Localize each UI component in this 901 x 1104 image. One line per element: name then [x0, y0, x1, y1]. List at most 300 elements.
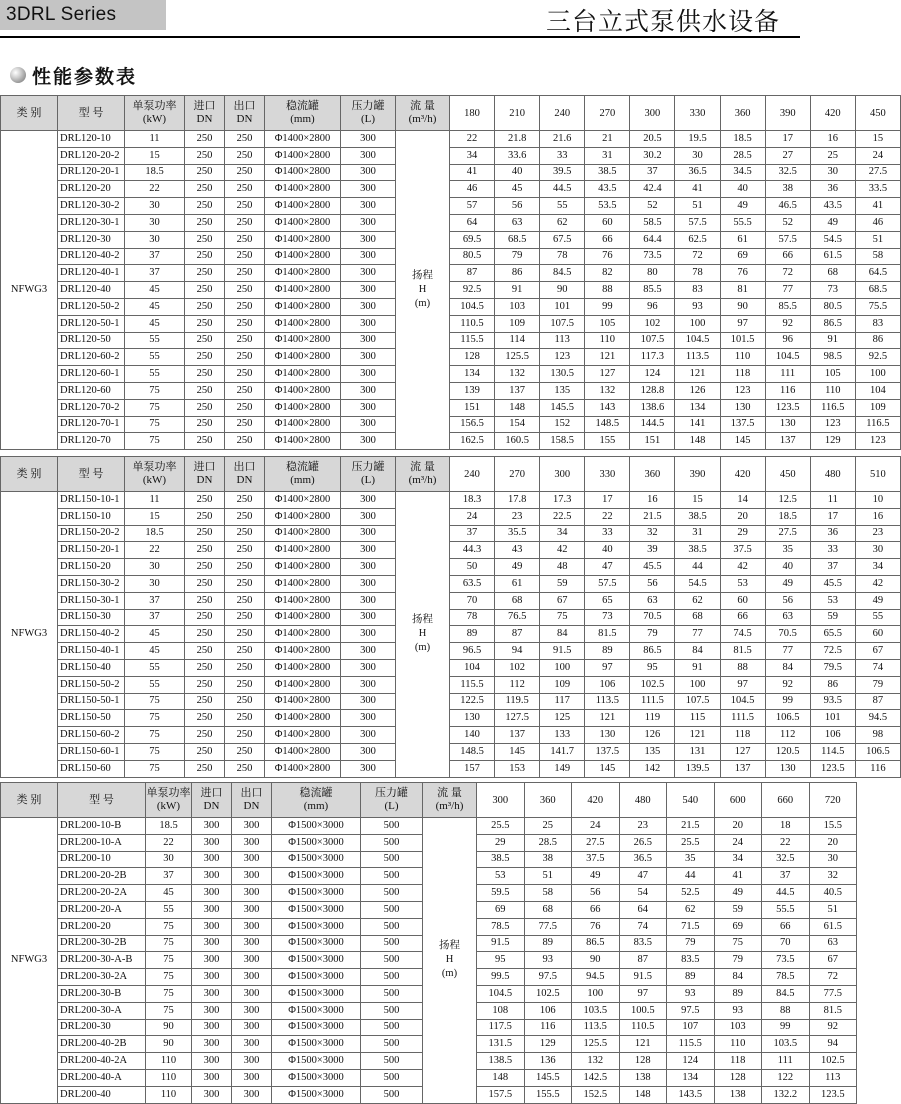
head-value-cell: 110	[810, 382, 855, 399]
table-row	[1, 181, 901, 198]
header-line: 流 量	[437, 787, 462, 799]
pressure-tank-cell: 500	[361, 935, 423, 952]
pressure-tank-cell: 300	[341, 399, 396, 416]
head-value-cell: 91	[495, 282, 540, 299]
stabilizer-tank-cell: Φ1500×3000	[272, 985, 361, 1002]
head-value-cell: 87	[450, 265, 495, 282]
head-value-cell: 75.5	[855, 298, 900, 315]
table-row	[1, 433, 901, 450]
flow-value-header: 420	[810, 96, 855, 131]
head-value-cell: 85.5	[765, 298, 810, 315]
head-value-cell: 28.5	[524, 834, 572, 851]
model-cell: DRL150-50-1	[58, 693, 125, 710]
pressure-tank-cell: 300	[341, 131, 396, 148]
head-value-cell: 63.5	[450, 575, 495, 592]
head-value-cell: 66	[572, 901, 620, 918]
model-cell: DRL200-20-2B	[58, 868, 146, 885]
outlet-cell: 250	[225, 592, 265, 609]
head-value-cell: 30.2	[630, 147, 675, 164]
inlet-cell: 250	[185, 743, 225, 760]
head-value-cell: 22	[585, 508, 630, 525]
head-value-cell: 25	[810, 147, 855, 164]
model-cell: DRL150-50	[58, 710, 125, 727]
head-value-cell: 92.5	[450, 282, 495, 299]
head-value-cell: 49	[720, 198, 765, 215]
head-value-cell: 138.6	[630, 399, 675, 416]
head-value-cell: 24	[572, 818, 620, 835]
head-value-cell: 72	[675, 248, 720, 265]
head-value-cell: 35.5	[495, 525, 540, 542]
pressure-tank-cell: 500	[361, 1069, 423, 1086]
head-value-cell: 148	[495, 399, 540, 416]
head-value-cell: 38.5	[675, 542, 720, 559]
stabilizer-tank-cell: Φ1400×2800	[265, 609, 341, 626]
model-cell: DRL120-40	[58, 282, 125, 299]
head-value-cell: 40	[720, 181, 765, 198]
head-value-cell: 87	[495, 626, 540, 643]
head-value-cell: 84	[765, 659, 810, 676]
head-value-cell: 55	[855, 609, 900, 626]
head-value-cell: 20	[720, 508, 765, 525]
head-value-cell: 86	[810, 676, 855, 693]
head-value-cell: 128	[450, 349, 495, 366]
stabilizer-tank-cell: Φ1400×2800	[265, 248, 341, 265]
stabilizer-tank-cell: Φ1500×3000	[272, 1036, 361, 1053]
inlet-cell: 300	[192, 935, 232, 952]
head-value-cell: 110	[585, 332, 630, 349]
head-value-cell: 101	[810, 710, 855, 727]
head-value-cell: 16	[630, 492, 675, 509]
flow-value-header: 390	[765, 96, 810, 131]
power-cell: 75	[146, 918, 192, 935]
head-value-cell: 110.5	[619, 1019, 667, 1036]
power-cell: 90	[146, 1036, 192, 1053]
outlet-cell: 300	[232, 1019, 272, 1036]
model-cell: DRL150-10-1	[58, 492, 125, 509]
head-value-cell: 59.5	[477, 885, 525, 902]
head-value-cell: 17.3	[540, 492, 585, 509]
head-value-cell: 127	[585, 366, 630, 383]
head-value-cell: 92	[809, 1019, 857, 1036]
head-value-cell: 153	[495, 760, 540, 777]
head-value-cell: 122	[762, 1069, 810, 1086]
head-value-cell: 46	[450, 181, 495, 198]
pressure-tank-cell: 300	[341, 349, 396, 366]
head-value-cell: 81	[720, 282, 765, 299]
head-value-cell: 98	[855, 727, 900, 744]
model-header: 型 号	[58, 457, 125, 492]
head-value-cell: 92	[765, 315, 810, 332]
power-cell: 75	[146, 935, 192, 952]
power-cell: 30	[125, 214, 185, 231]
stabilizer-tank-header	[265, 457, 341, 492]
head-value-cell: 157.5	[477, 1086, 525, 1103]
inlet-cell: 250	[185, 676, 225, 693]
head-value-cell: 151	[630, 433, 675, 450]
table-row	[1, 131, 901, 148]
power-cell: 37	[125, 609, 185, 626]
head-value-cell: 100	[675, 315, 720, 332]
head-value-cell: 19.5	[675, 131, 720, 148]
stabilizer-tank-cell: Φ1400×2800	[265, 332, 341, 349]
inlet-cell: 300	[192, 952, 232, 969]
outlet-cell: 300	[232, 834, 272, 851]
inlet-cell: 300	[192, 1036, 232, 1053]
header-line: 扬程	[412, 270, 433, 282]
head-value-cell: 35	[765, 542, 810, 559]
flow-value-header: 390	[675, 457, 720, 492]
head-value-cell: 74.5	[720, 626, 765, 643]
outlet-cell: 250	[225, 542, 265, 559]
model-cell: DRL200-10-B	[58, 818, 146, 835]
header-line: H	[418, 284, 427, 296]
inlet-cell: 250	[185, 147, 225, 164]
head-value-cell: 76	[585, 248, 630, 265]
inlet-cell: 300	[192, 1002, 232, 1019]
head-value-cell: 37	[450, 525, 495, 542]
category-cell: NFWG3	[1, 492, 58, 778]
head-value-cell: 60	[720, 592, 765, 609]
power-cell: 75	[125, 743, 185, 760]
stabilizer-tank-cell: Φ1500×3000	[272, 885, 361, 902]
head-value-cell: 30	[855, 542, 900, 559]
head-value-cell: 130	[765, 416, 810, 433]
head-value-cell: 97	[619, 985, 667, 1002]
head-value-cell: 80.5	[810, 298, 855, 315]
pressure-tank-cell: 300	[341, 743, 396, 760]
head-value-cell: 148.5	[585, 416, 630, 433]
head-value-cell: 60	[585, 214, 630, 231]
inlet-cell: 250	[185, 282, 225, 299]
outlet-cell: 250	[225, 676, 265, 693]
power-cell: 110	[146, 1086, 192, 1103]
head-value-cell: 16	[810, 131, 855, 148]
head-value-cell: 99	[762, 1019, 810, 1036]
flow-value-header: 240	[450, 457, 495, 492]
head-value-cell: 107.5	[540, 315, 585, 332]
inlet-cell: 250	[185, 693, 225, 710]
head-value-cell: 52.5	[667, 885, 715, 902]
head-value-cell: 67	[540, 592, 585, 609]
head-value-cell: 93	[675, 298, 720, 315]
stabilizer-tank-cell: Φ1500×3000	[272, 918, 361, 935]
header-line: (L)	[384, 800, 399, 812]
power-cell: 110	[146, 1053, 192, 1070]
head-value-cell: 139	[450, 382, 495, 399]
stabilizer-tank-cell: Φ1400×2800	[265, 492, 341, 509]
head-value-cell: 121	[619, 1036, 667, 1053]
pressure-tank-cell: 500	[361, 868, 423, 885]
model-cell: DRL200-40-A	[58, 1069, 146, 1086]
header-line: H	[418, 628, 427, 640]
head-value-cell: 123.5	[809, 1086, 857, 1103]
head-value-cell: 97.5	[667, 1002, 715, 1019]
stabilizer-tank-cell: Φ1400×2800	[265, 382, 341, 399]
pressure-tank-header	[341, 96, 396, 131]
head-value-cell: 50	[450, 559, 495, 576]
head-value-cell: 15	[855, 131, 900, 148]
head-value-cell: 18	[762, 818, 810, 835]
table-row	[1, 575, 901, 592]
head-value-cell: 36	[810, 181, 855, 198]
inlet-cell: 250	[185, 760, 225, 777]
header-line: (kW)	[142, 474, 167, 486]
head-value-cell: 117.5	[477, 1019, 525, 1036]
head-value-cell: 45	[495, 181, 540, 198]
head-value-cell: 18.5	[765, 508, 810, 525]
pressure-tank-cell: 500	[361, 1053, 423, 1070]
head-value-cell: 81.5	[809, 1002, 857, 1019]
head-value-cell: 69	[720, 248, 765, 265]
pressure-tank-cell: 300	[341, 366, 396, 383]
head-value-cell: 104.5	[675, 332, 720, 349]
head-value-cell: 78	[540, 248, 585, 265]
head-value-cell: 122.5	[450, 693, 495, 710]
inlet-cell: 250	[185, 298, 225, 315]
head-value-cell: 96	[630, 298, 675, 315]
head-value-cell: 68.5	[495, 231, 540, 248]
head-value-cell: 85.5	[630, 282, 675, 299]
flow-value-header: 300	[540, 457, 585, 492]
table-row	[1, 818, 857, 835]
pressure-tank-cell: 300	[341, 676, 396, 693]
flow-value-header: 210	[495, 96, 540, 131]
head-value-cell: 93.5	[810, 693, 855, 710]
outlet-cell: 300	[232, 1036, 272, 1053]
model-cell: DRL200-20-2A	[58, 885, 146, 902]
head-value-cell: 32.5	[762, 851, 810, 868]
head-value-cell: 79	[855, 676, 900, 693]
head-value-cell: 162.5	[450, 433, 495, 450]
head-value-cell: 126	[675, 382, 720, 399]
outlet-cell: 250	[225, 643, 265, 660]
head-value-cell: 41	[855, 198, 900, 215]
outlet-cell: 250	[225, 282, 265, 299]
head-value-cell: 66	[720, 609, 765, 626]
header-row	[1, 783, 857, 818]
head-value-cell: 33.6	[495, 147, 540, 164]
head-value-cell: 30	[809, 851, 857, 868]
head-value-cell: 38.5	[675, 508, 720, 525]
head-value-cell: 17	[765, 131, 810, 148]
head-value-cell: 54.5	[675, 575, 720, 592]
head-value-cell: 53.5	[585, 198, 630, 215]
head-value-cell: 142.5	[572, 1069, 620, 1086]
series-label: 3DRL Series	[0, 0, 166, 30]
head-value-cell: 130	[765, 760, 810, 777]
head-value-cell: 62	[540, 214, 585, 231]
head-value-cell: 10	[855, 492, 900, 509]
head-value-cell: 91.5	[540, 643, 585, 660]
head-value-cell: 65.5	[810, 626, 855, 643]
head-value-cell: 127	[720, 743, 765, 760]
header-line: DN	[196, 474, 213, 486]
head-value-cell: 132	[572, 1053, 620, 1070]
head-value-cell: 55.5	[720, 214, 765, 231]
head-value-cell: 114	[495, 332, 540, 349]
stabilizer-tank-cell: Φ1500×3000	[272, 851, 361, 868]
head-value-cell: 148.5	[450, 743, 495, 760]
head-value-cell: 89	[667, 969, 715, 986]
model-cell: DRL150-30-1	[58, 592, 125, 609]
stabilizer-tank-cell: Φ1400×2800	[265, 743, 341, 760]
head-value-cell: 98.5	[810, 349, 855, 366]
head-value-cell: 79	[667, 935, 715, 952]
head-value-cell: 18.5	[720, 131, 765, 148]
stabilizer-tank-cell: Φ1500×3000	[272, 1019, 361, 1036]
head-value-cell: 59	[540, 575, 585, 592]
head-value-cell: 100	[855, 366, 900, 383]
model-cell: DRL200-30-2A	[58, 969, 146, 986]
head-value-cell: 130.5	[540, 366, 585, 383]
head-value-cell: 73.5	[762, 952, 810, 969]
inlet-cell: 250	[185, 198, 225, 215]
head-value-cell: 90	[540, 282, 585, 299]
head-value-cell: 30	[675, 147, 720, 164]
head-value-cell: 119.5	[495, 693, 540, 710]
outlet-cell: 250	[225, 559, 265, 576]
table-row	[1, 525, 901, 542]
head-value-cell: 91	[810, 332, 855, 349]
head-value-cell: 38.5	[585, 164, 630, 181]
outlet-cell: 250	[225, 265, 265, 282]
outlet-cell: 250	[225, 575, 265, 592]
head-value-cell: 112	[495, 676, 540, 693]
table-row	[1, 366, 901, 383]
inlet-cell: 250	[185, 492, 225, 509]
head-value-cell: 88	[762, 1002, 810, 1019]
table-row	[1, 265, 901, 282]
stabilizer-tank-cell: Φ1400×2800	[265, 727, 341, 744]
head-value-cell: 125.5	[572, 1036, 620, 1053]
pressure-tank-cell: 300	[341, 164, 396, 181]
head-value-cell: 61	[495, 575, 540, 592]
outlet-cell: 250	[225, 231, 265, 248]
outlet-cell: 250	[225, 399, 265, 416]
head-value-cell: 36.5	[619, 851, 667, 868]
head-value-cell: 125.5	[495, 349, 540, 366]
head-value-cell: 20	[809, 834, 857, 851]
head-value-cell: 62	[675, 592, 720, 609]
head-value-cell: 21.5	[667, 818, 715, 835]
stabilizer-tank-cell: Φ1400×2800	[265, 198, 341, 215]
head-value-cell: 105	[585, 315, 630, 332]
head-value-cell: 117	[540, 693, 585, 710]
pressure-tank-cell: 500	[361, 969, 423, 986]
inlet-cell: 250	[185, 609, 225, 626]
header-line: 稳流罐	[286, 100, 319, 112]
head-value-cell: 53	[810, 592, 855, 609]
head-value-cell: 49	[714, 885, 762, 902]
head-value-cell: 88	[720, 659, 765, 676]
head-value-cell: 104.5	[765, 349, 810, 366]
head-value-cell: 42	[540, 542, 585, 559]
head-value-cell: 111	[762, 1053, 810, 1070]
stabilizer-tank-cell: Φ1400×2800	[265, 592, 341, 609]
head-value-cell: 157	[450, 760, 495, 777]
head-value-cell: 68.5	[855, 282, 900, 299]
stabilizer-tank-cell: Φ1500×3000	[272, 935, 361, 952]
head-value-cell: 156.5	[450, 416, 495, 433]
pressure-tank-cell: 300	[341, 416, 396, 433]
inlet-cell: 300	[192, 901, 232, 918]
header-line: (m³/h)	[435, 800, 464, 812]
table-row	[1, 282, 901, 299]
head-value-cell: 80	[630, 265, 675, 282]
flow-value-header: 180	[450, 96, 495, 131]
header-row	[1, 96, 901, 131]
stabilizer-tank-cell: Φ1400×2800	[265, 626, 341, 643]
head-value-cell: 97	[720, 676, 765, 693]
power-cell: 55	[125, 366, 185, 383]
model-cell: DRL150-30-2	[58, 575, 125, 592]
head-value-cell: 104.5	[450, 298, 495, 315]
head-value-cell: 27	[765, 147, 810, 164]
head-value-cell: 57.5	[585, 575, 630, 592]
head-value-cell: 32	[630, 525, 675, 542]
head-value-cell: 28.5	[720, 147, 765, 164]
head-value-cell: 21.8	[495, 131, 540, 148]
head-value-cell: 97.5	[524, 969, 572, 986]
header-line: DN	[236, 474, 253, 486]
stabilizer-tank-cell: Φ1400×2800	[265, 693, 341, 710]
header-line: 流 量	[410, 100, 435, 112]
header-line: (L)	[360, 474, 376, 486]
stabilizer-tank-cell: Φ1400×2800	[265, 542, 341, 559]
head-value-cell: 104.5	[720, 693, 765, 710]
inlet-cell: 250	[185, 508, 225, 525]
power-cell: 18.5	[146, 818, 192, 835]
head-value-cell: 38.5	[477, 851, 525, 868]
model-cell: DRL120-20-1	[58, 164, 125, 181]
outlet-cell: 300	[232, 969, 272, 986]
head-value-cell: 58	[524, 885, 572, 902]
head-value-cell: 29	[477, 834, 525, 851]
pressure-tank-cell: 300	[341, 609, 396, 626]
head-value-cell: 43.5	[585, 181, 630, 198]
outlet-cell: 250	[225, 609, 265, 626]
pressure-tank-cell: 500	[361, 952, 423, 969]
section-heading	[10, 62, 137, 88]
pressure-tank-cell: 500	[361, 1002, 423, 1019]
head-value-cell: 109	[540, 676, 585, 693]
stabilizer-tank-cell: Φ1400×2800	[265, 349, 341, 366]
power-cell: 30	[125, 231, 185, 248]
stabilizer-tank-cell: Φ1400×2800	[265, 131, 341, 148]
table-row	[1, 147, 901, 164]
head-value-cell: 145.5	[524, 1069, 572, 1086]
head-value-cell: 155	[585, 433, 630, 450]
head-value-cell: 108	[477, 1002, 525, 1019]
model-cell: DRL150-20-1	[58, 542, 125, 559]
head-value-cell: 81.5	[720, 643, 765, 660]
model-cell: DRL200-30-B	[58, 985, 146, 1002]
stabilizer-tank-header	[265, 96, 341, 131]
head-value-cell: 107.5	[630, 332, 675, 349]
model-cell: DRL120-40-2	[58, 248, 125, 265]
power-cell: 15	[125, 147, 185, 164]
power-cell: 45	[125, 643, 185, 660]
head-value-cell: 73.5	[630, 248, 675, 265]
head-value-cell: 41	[714, 868, 762, 885]
pressure-tank-cell: 500	[361, 885, 423, 902]
head-value-cell: 17	[810, 508, 855, 525]
stabilizer-tank-cell: Φ1400×2800	[265, 710, 341, 727]
head-value-cell: 40.5	[809, 885, 857, 902]
flow-header	[396, 457, 450, 492]
header-line: DN	[236, 113, 253, 125]
head-value-cell: 70	[450, 592, 495, 609]
